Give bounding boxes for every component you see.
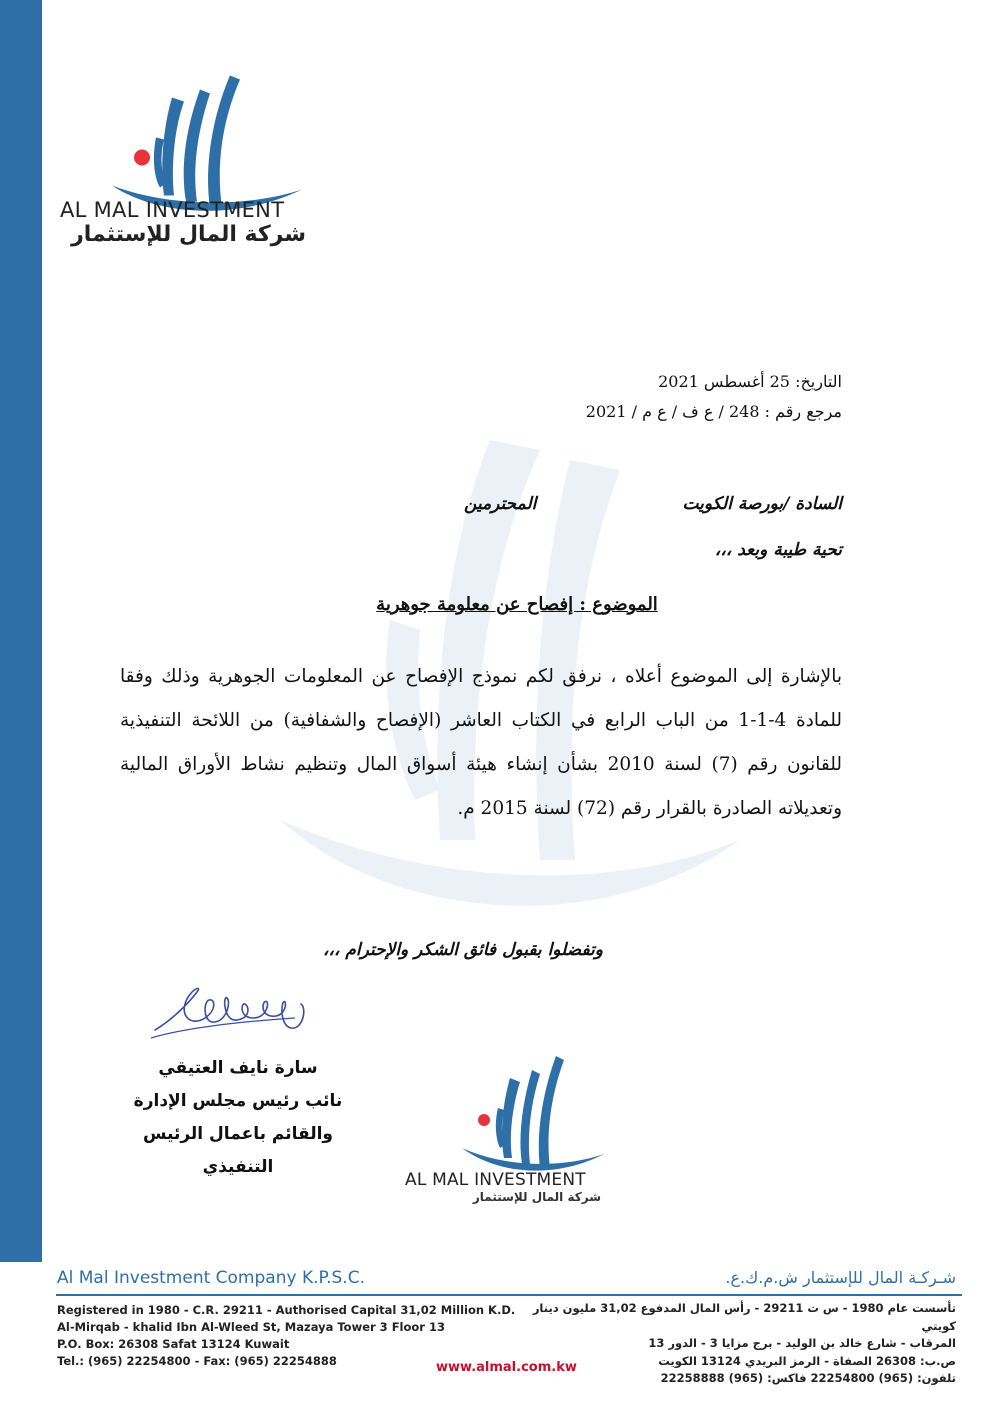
closing-line: وتفضلوا بقبول فائق الشكر والإحترام ،،،: [322, 940, 603, 960]
footer-divider: [56, 1294, 962, 1296]
footer-address-ar: المرقاب - شارع خالد بن الوليد - برج مزايا 3 - الدور 13: [648, 1336, 956, 1350]
footer-details-ar: [526, 1300, 956, 1388]
footer-company-name-ar: شـركـة المال للإستثمار ش.م.ك.ع.: [725, 1268, 956, 1287]
subject-text: الموضوع : إفصاح عن معلومة جوهرية: [376, 594, 658, 615]
footer-pobox-en: P.O. Box: 26308 Safat 13124 Kuwait: [57, 1337, 290, 1351]
footer-address-en: Al-Mirqab - khalid Ibn Al-Wleed St, Mazaya Tower 3 Floor 13: [57, 1320, 445, 1334]
addressee-honorific: المحترمين: [464, 494, 537, 514]
reference-number: مرجع رقم : 248 / ع ف / ع م / 2021: [585, 402, 842, 421]
signatory-title-acting: والقائم باعمال الرئيس التنفيذي: [143, 1124, 333, 1177]
company-stamp-logo-icon: [440, 1050, 610, 1180]
footer-phone-ar: تلفون: (965) 22254800 فاكس: (965) 22258888: [660, 1371, 956, 1385]
side-accent-bar: [0, 0, 42, 1262]
handwritten-signature: [145, 978, 325, 1048]
letter-body: بالإشارة إلى الموضوع أعلاه ، نرفق لكم نموذج الإفصاح عن المعلومات الجوهرية وذلك وفقا للمادة 4-1-1 من الباب الرابع في الكتاب العاشر (الإفصاح والشفافية) من اللائحة التنفيذية للقانون رقم (7) لسنة 2010 بشأن إنشاء هيئة أسواق المال وتنظيم نشاط الأوراق المالية وتعديلاته الصادرة بالقرار رقم (72) لسنة 2015 م.: [120, 666, 842, 819]
subject-line: [0, 594, 994, 615]
signatory-name: سارة نايف العتيقي: [158, 1058, 318, 1078]
stamp-name-ar: شركة المال للإستثمار: [472, 1190, 601, 1204]
logo-name-ar: شركة المال للإستثمار: [71, 222, 306, 247]
greeting: تحية طيبة وبعد ،،،: [714, 540, 842, 560]
signatory-block: [118, 1052, 358, 1184]
footer-pobox-ar: ص.ب: 26308 الصفاة - الرمز البريدي 13124 الكويت: [658, 1353, 956, 1368]
footer-registration-ar: تأسست عام 1980 - س ت 29211 - رأس المال المدفوع 31,02 مليون دينار كويتي: [532, 1301, 956, 1333]
footer-registration-en: Registered in 1980 - C.R. 29211 - Authorised Capital 31,02 Million K.D.: [57, 1303, 516, 1317]
signatory-title: نائب رئيس مجلس الإدارة: [133, 1091, 343, 1111]
footer-phone-en: Tel.: (965) 22254800 - Fax: (965) 22254888: [57, 1354, 337, 1368]
website-link[interactable]: www.almal.com.kw: [436, 1360, 577, 1375]
footer-company-name-en: Al Mal Investment Company K.P.S.C.: [57, 1268, 365, 1288]
letter-date: التاريخ: 25 أغسطس 2021: [658, 372, 842, 391]
addressee: السادة /بورصة الكويت: [682, 494, 842, 514]
logo-name-en: AL MAL INVESTMENT: [60, 198, 285, 222]
stamp-name-en: AL MAL INVESTMENT: [405, 1170, 586, 1190]
